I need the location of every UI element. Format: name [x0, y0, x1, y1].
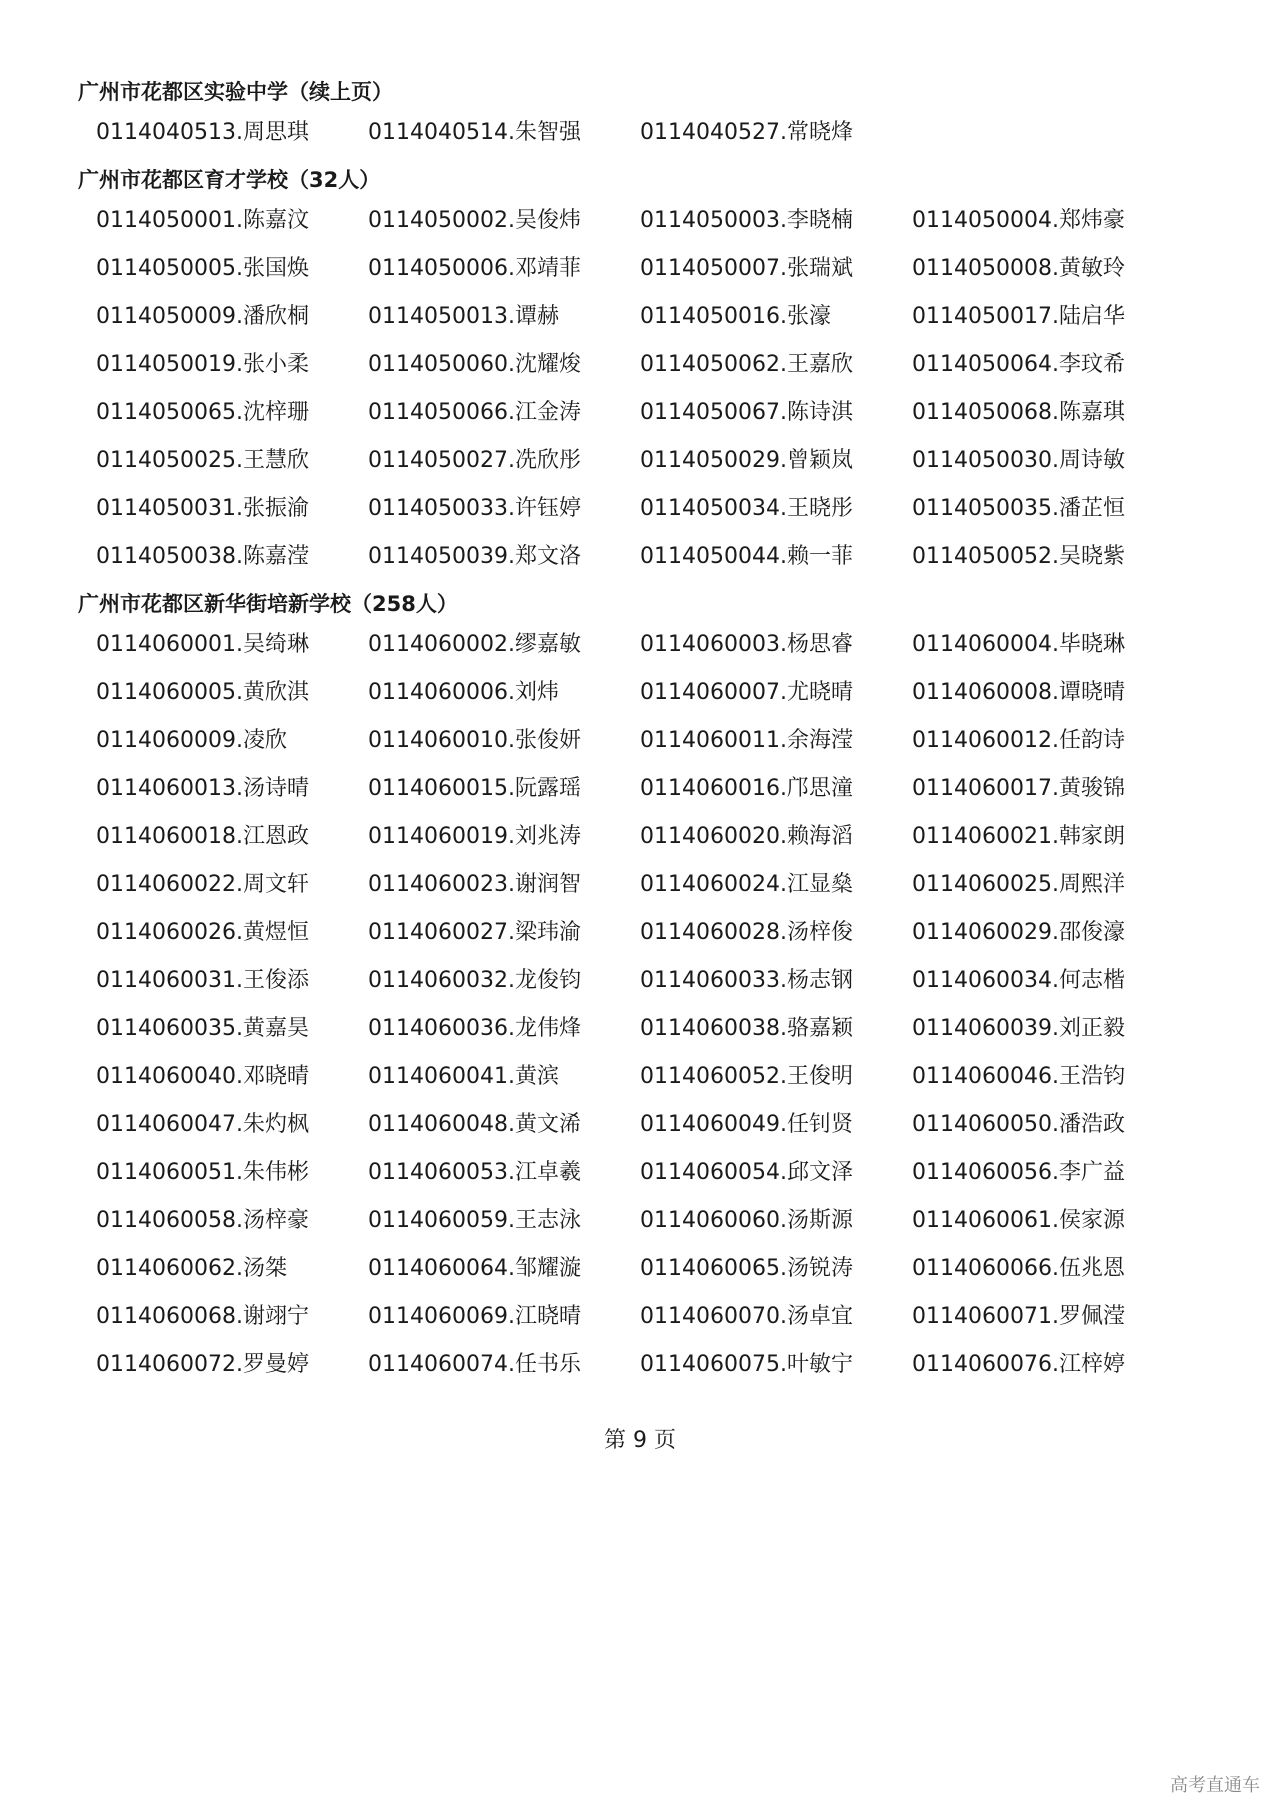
student-entry: 0114050002.吴俊炜	[368, 208, 581, 233]
student-entry: 0114060038.骆嘉颖	[640, 1016, 853, 1041]
student-entry: 0114060065.汤锐涛	[640, 1256, 853, 1281]
student-entry: 0114060013.汤诗晴	[96, 776, 309, 801]
student-entry: 0114060041.黄滨	[368, 1064, 559, 1089]
student-entry: 0114060076.江梓婷	[912, 1352, 1125, 1377]
student-entry: 0114060046.王浩钧	[912, 1064, 1125, 1089]
student-entry: 0114060001.吴绮琳	[96, 632, 309, 657]
student-entry: 0114050030.周诗敏	[912, 448, 1125, 473]
student-entry: 0114060015.阮露瑶	[368, 776, 581, 801]
student-entry: 0114050068.陈嘉琪	[912, 400, 1125, 425]
student-entry: 0114050005.张国焕	[96, 256, 309, 281]
student-entry: 0114050006.邓靖菲	[368, 256, 581, 281]
student-list	[78, 207, 1208, 571]
student-entry: 0114050034.王晓彤	[640, 496, 853, 521]
student-entry: 0114040513.周思琪	[96, 120, 309, 145]
student-entry: 0114060058.汤梓豪	[96, 1208, 309, 1233]
student-entry: 0114050035.潘芷恒	[912, 496, 1125, 521]
student-entry: 0114060005.黄欣淇	[96, 680, 309, 705]
student-entry: 0114060052.王俊明	[640, 1064, 853, 1089]
student-entry: 0114050013.谭赫	[368, 304, 559, 329]
student-entry: 0114050009.潘欣桐	[96, 304, 309, 329]
student-entry: 0114060061.侯家源	[912, 1208, 1125, 1233]
watermark: 高考直通车	[1170, 1775, 1260, 1796]
student-entry: 0114060075.叶敏宁	[640, 1352, 853, 1377]
student-entry: 0114050067.陈诗淇	[640, 400, 853, 425]
student-entry: 0114060023.谢润智	[368, 872, 581, 897]
student-entry: 0114040527.常晓烽	[640, 120, 853, 145]
student-entry: 0114050019.张小柔	[96, 352, 309, 377]
student-entry: 0114060060.汤斯源	[640, 1208, 853, 1233]
student-entry: 0114060020.赖海滔	[640, 824, 853, 849]
student-entry: 0114050065.沈梓珊	[96, 400, 309, 425]
student-entry: 0114060029.邵俊濠	[912, 920, 1125, 945]
student-entry: 0114050031.张振渝	[96, 496, 309, 521]
student-entry: 0114060072.罗曼婷	[96, 1352, 309, 1377]
student-entry: 0114060054.邱文泽	[640, 1160, 853, 1185]
student-entry: 0114060033.杨志钢	[640, 968, 853, 993]
student-entry: 0114050062.王嘉欣	[640, 352, 853, 377]
student-entry: 0114060027.梁玮渝	[368, 920, 581, 945]
student-entry: 0114060012.任韵诗	[912, 728, 1125, 753]
student-entry: 0114060068.谢翊宁	[96, 1304, 309, 1329]
student-entry: 0114060002.缪嘉敏	[368, 632, 581, 657]
page-number: 第 9 页	[604, 1428, 676, 1453]
student-entry: 0114060017.黄骏锦	[912, 776, 1125, 801]
student-entry: 0114060064.邹耀漩	[368, 1256, 581, 1281]
school-title: 广州市花都区新华街培新学校（258人）	[78, 592, 458, 616]
student-entry: 0114050033.许钰婷	[368, 496, 581, 521]
student-entry: 0114040514.朱智强	[368, 120, 581, 145]
student-entry: 0114050003.李晓楠	[640, 208, 853, 233]
student-entry: 0114060008.谭晓晴	[912, 680, 1125, 705]
student-entry: 0114060049.任钊贤	[640, 1112, 853, 1137]
student-entry: 0114060004.毕晓琳	[912, 632, 1125, 657]
student-entry: 0114060026.黄煜恒	[96, 920, 309, 945]
student-entry: 0114060051.朱伟彬	[96, 1160, 309, 1185]
student-list	[78, 119, 1208, 147]
student-entry: 0114060071.罗佩滢	[912, 1304, 1125, 1329]
student-entry: 0114050004.郑炜豪	[912, 208, 1125, 233]
student-entry: 0114060010.张俊妍	[368, 728, 581, 753]
student-entry: 0114060074.任书乐	[368, 1352, 581, 1377]
student-entry: 0114060056.李广益	[912, 1160, 1125, 1185]
student-entry: 0114050038.陈嘉滢	[96, 544, 309, 569]
student-entry: 0114050060.沈耀焌	[368, 352, 581, 377]
student-entry: 0114060070.汤卓宜	[640, 1304, 853, 1329]
student-entry: 0114060024.江显燊	[640, 872, 853, 897]
student-entry: 0114060040.邓晓晴	[96, 1064, 309, 1089]
student-entry: 0114060022.周文轩	[96, 872, 309, 897]
document-content	[78, 78, 1208, 1398]
student-list	[78, 631, 1208, 1379]
student-entry: 0114060021.韩家朗	[912, 824, 1125, 849]
student-entry: 0114060031.王俊添	[96, 968, 309, 993]
student-entry: 0114060032.龙俊钧	[368, 968, 581, 993]
student-entry: 0114060025.周熙洋	[912, 872, 1125, 897]
school-section	[78, 166, 1208, 571]
student-entry: 0114060047.朱灼枫	[96, 1112, 309, 1137]
student-entry: 0114050066.江金涛	[368, 400, 581, 425]
student-entry: 0114060011.余海滢	[640, 728, 853, 753]
student-entry: 0114060018.江恩政	[96, 824, 309, 849]
student-entry: 0114060059.王志泳	[368, 1208, 581, 1233]
student-entry: 0114060006.刘炜	[368, 680, 559, 705]
student-entry: 0114060053.江卓羲	[368, 1160, 581, 1185]
student-entry: 0114060048.黄文浠	[368, 1112, 581, 1137]
student-entry: 0114060066.伍兆恩	[912, 1256, 1125, 1281]
student-entry: 0114060009.凌欣	[96, 728, 287, 753]
student-entry: 0114060036.龙伟烽	[368, 1016, 581, 1041]
school-title: 广州市花都区育才学校（32人）	[78, 168, 381, 192]
student-entry: 0114050029.曾颖岚	[640, 448, 853, 473]
student-entry: 0114060003.杨思睿	[640, 632, 853, 657]
student-entry: 0114050052.吴晓紫	[912, 544, 1125, 569]
school-section	[78, 590, 1208, 1379]
student-entry: 0114060007.尤晓晴	[640, 680, 853, 705]
student-entry: 0114050016.张濠	[640, 304, 831, 329]
student-entry: 0114050017.陆启华	[912, 304, 1125, 329]
student-entry: 0114060050.潘浩政	[912, 1112, 1125, 1137]
student-entry: 0114060019.刘兆涛	[368, 824, 581, 849]
student-entry: 0114050044.赖一菲	[640, 544, 853, 569]
school-title: 广州市花都区实验中学（续上页）	[78, 80, 393, 104]
student-entry: 0114060069.江晓晴	[368, 1304, 581, 1329]
student-entry: 0114060062.汤桀	[96, 1256, 287, 1281]
student-entry: 0114050027.冼欣彤	[368, 448, 581, 473]
student-entry: 0114050001.陈嘉汶	[96, 208, 309, 233]
student-entry: 0114050039.郑文洛	[368, 544, 581, 569]
student-entry: 0114060035.黄嘉昊	[96, 1016, 309, 1041]
student-entry: 0114060028.汤梓俊	[640, 920, 853, 945]
school-section	[78, 78, 1208, 147]
student-entry: 0114050025.王慧欣	[96, 448, 309, 473]
student-entry: 0114050008.黄敏玲	[912, 256, 1125, 281]
student-entry: 0114060039.刘正毅	[912, 1016, 1125, 1041]
student-entry: 0114050064.李玟希	[912, 352, 1125, 377]
student-entry: 0114060016.邝思潼	[640, 776, 853, 801]
student-entry: 0114050007.张瑞斌	[640, 256, 853, 281]
student-entry: 0114060034.何志楷	[912, 968, 1125, 993]
